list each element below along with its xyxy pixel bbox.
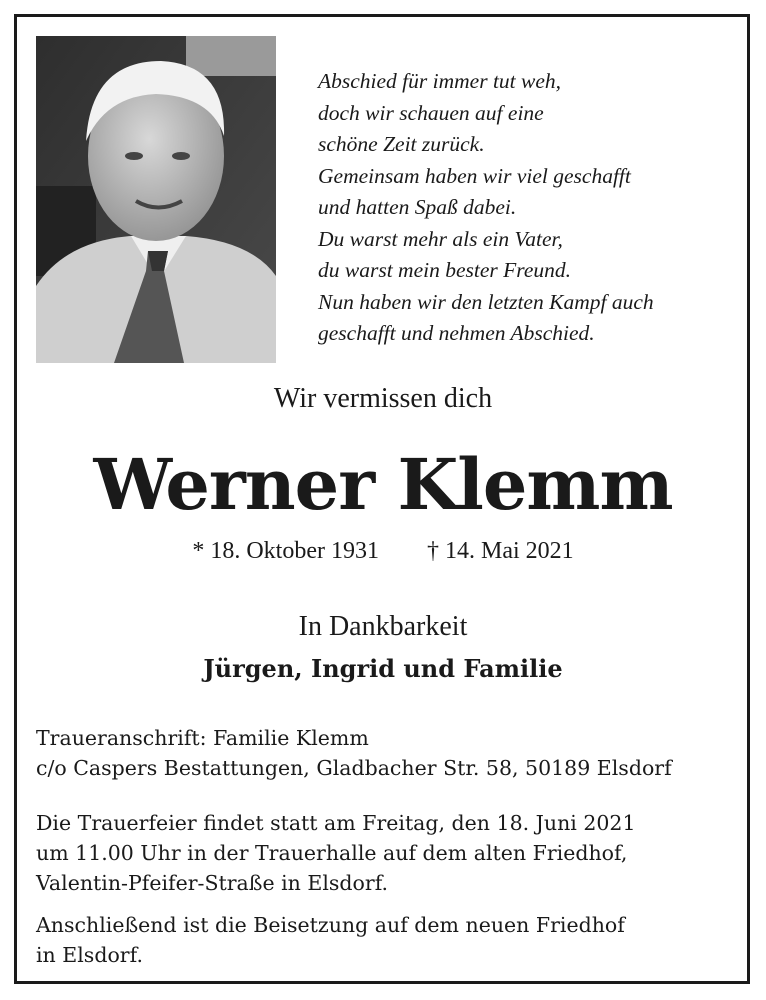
poem-line: Du warst mehr als ein Vater, [318, 226, 563, 251]
address-line: Traueranschrift: Familie Klemm [36, 726, 369, 750]
portrait-illustration [36, 36, 276, 363]
burial-line: Anschließend ist die Beisetzung auf dem neuen Friedhof [36, 913, 625, 937]
ceremony-line: Die Trauerfeier findet statt am Freitag, den 18. Juni 2021 [36, 811, 636, 835]
burial-line: in Elsdorf. [36, 943, 143, 967]
poem-line: Nun haben wir den letzten Kampf auch [318, 289, 654, 314]
address-line: c/o Caspers Bestattungen, Gladbacher Str. 58, 50189 Elsdorf [36, 756, 672, 780]
poem-line: Abschied für immer tut weh, [318, 69, 562, 93]
poem-line: schöne Zeit zurück. [318, 132, 485, 156]
life-dates [20, 538, 746, 565]
poem-line: Gemeinsam haben wir viel geschafft [318, 163, 631, 188]
ceremony-line: um 11.00 Uhr in der Trauerhalle auf dem alten Friedhof, [36, 841, 628, 865]
thanks-text: In Dankbarkeit [298, 611, 468, 642]
poem-line: du warst mein bester Freund. [318, 258, 572, 282]
burial-info [36, 910, 736, 970]
poem-line: doch wir schauen auf eine [318, 100, 544, 125]
portrait-photo [36, 36, 276, 363]
birth-date: * 18. Oktober 1931 [192, 538, 379, 564]
poem-line: und hatten Spaß dabei. [318, 195, 517, 219]
deceased-name: Werner Klemm [93, 443, 673, 526]
ceremony-line: Valentin-Pfeifer-Straße in Elsdorf. [36, 871, 389, 895]
miss-text: Wir vermissen dich [273, 383, 493, 414]
mourning-address [36, 723, 736, 783]
death-date: † 14. Mai 2021 [426, 538, 574, 564]
mourners: Jürgen, Ingrid und Familie [203, 654, 563, 683]
poem [318, 66, 738, 350]
poem-line: geschafft und nehmen Abschied. [318, 321, 595, 345]
ceremony-info [36, 808, 736, 898]
